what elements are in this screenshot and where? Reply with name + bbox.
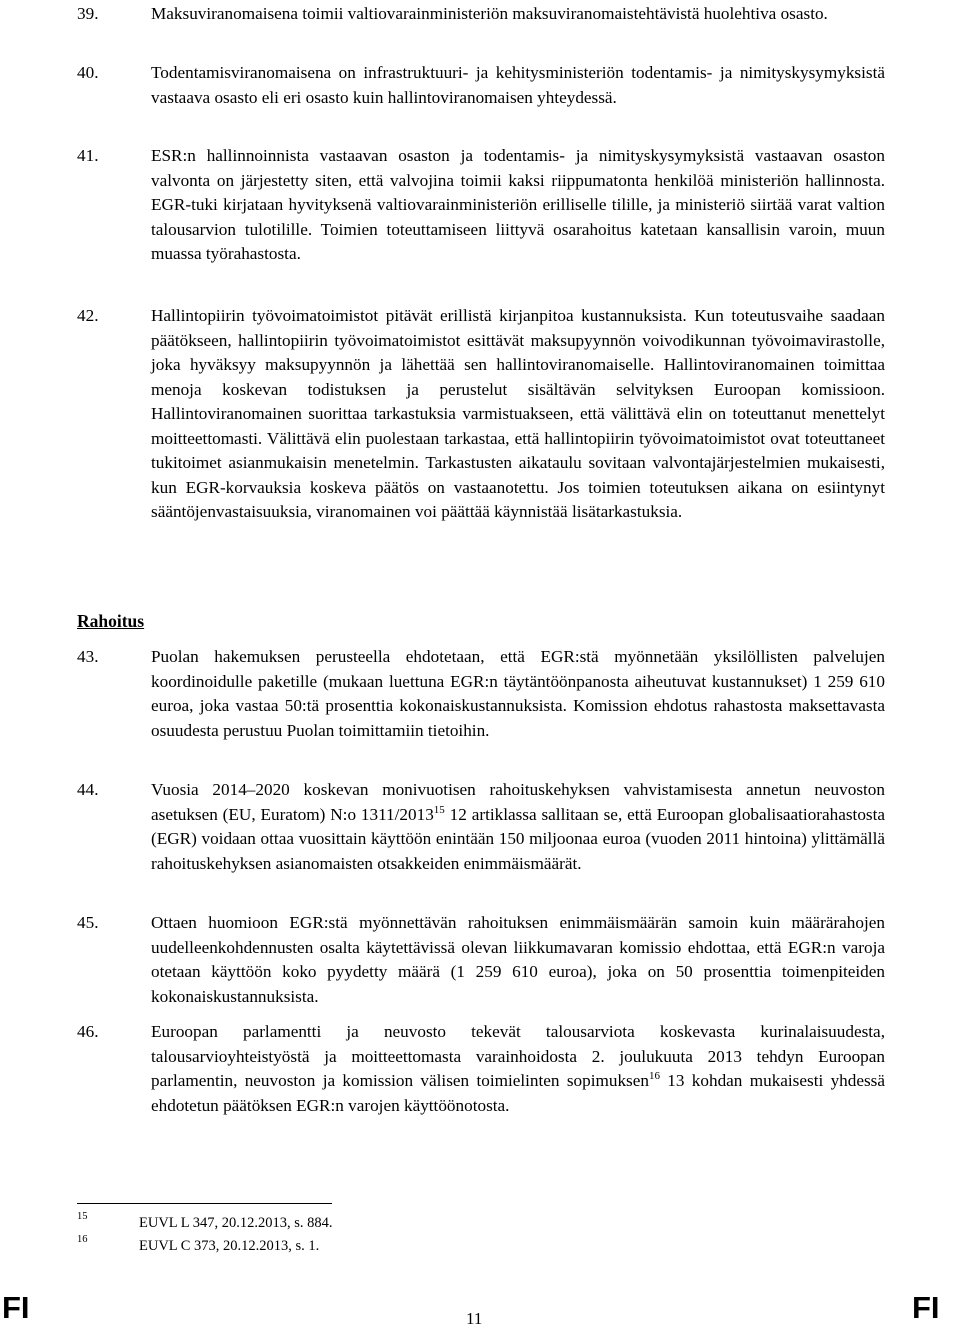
paragraph-39 <box>77 2 885 27</box>
paragraph-40 <box>77 61 885 110</box>
paragraph-text-part: Vuosia 2014–2020 koskevan monivuotisen rahoituskehyksen vahvistamisesta annetun neuvoston asetuksen (EU, Euratom) N:o 1311/2013 <box>151 780 885 824</box>
footnote-ref-15[interactable]: 15 <box>433 803 445 816</box>
page-number: 11 <box>466 1309 483 1328</box>
footnote-text: EUVL L 347, 20.12.2013, s. 884. <box>139 1215 333 1231</box>
paragraph-42 <box>77 304 885 525</box>
paragraph-43 <box>77 645 885 743</box>
paragraph-text-part: 13 kohdan mukaisesti yhdessä ehdotetun päätöksen EGR:n varojen käyttöönotosta. <box>151 1071 885 1115</box>
footnote-separator <box>77 1203 332 1204</box>
paragraph-41 <box>77 144 885 267</box>
paragraph-44 <box>77 778 885 876</box>
paragraph-number: 41. <box>77 146 99 165</box>
section-heading-rahoitus: Rahoitus <box>77 611 145 631</box>
footnote-text: EUVL C 373, 20.12.2013, s. 1. <box>139 1238 320 1254</box>
paragraph-text: Ottaen huomioon EGR:stä myönnettävän rahoituksen enimmäismäärän samoin kuin määrärahojen uudelleenkohdennusten osalta käytettävissä olevan liikkumavaran komissio ehdottaa, että EGR:n varoja otetaan käyttöön koko pyydetty määrä (1 259 610 euroa), joka on 50 prosenttia toimenpiteiden kokonaiskustannuksista. <box>151 913 885 1006</box>
footnote-number: 15 <box>77 1211 88 1222</box>
paragraph-number: 42. <box>77 306 99 325</box>
paragraph-text: Puolan hakemuksen perusteella ehdotetaan, että EGR:stä myönnetään yksilöllisten palvelujen koordinoidulle paketille (mukaan luettuna EGR:n täytäntöönpanosta aiheutuvat kustannukset) 1 259 610 euroa, joka vastaa 50:tä prosenttia kokonaiskustannuksista. Komission ehdotus rahastosta maksettavasta osuudesta perustuu Puolan toimittamiin tietoihin. <box>151 647 885 740</box>
footnote-15 <box>77 1213 777 1233</box>
paragraph-text: Todentamisviranomaisena on infrastruktuuri- ja kehitysministeriön todentamis- ja nimityskysymyksistä vastaava osasto eli eri osasto kuin hallintoviranomaisen yhteydessä. <box>151 63 885 107</box>
paragraph-text-part: Euroopan parlamentti ja neuvosto tekevät talousarviota koskevasta kurinalaisuudesta, talousarvioyhteistyöstä ja moitteettomasta varainhoidosta 2. joulukuuta 2013 tehdyn Euroopan parlamentin, neuvoston ja komission välisen toimielinten sopimuksen <box>151 1022 885 1090</box>
paragraph-number: 46. <box>77 1022 99 1041</box>
footnote-number: 16 <box>77 1234 88 1245</box>
paragraph-number: 39. <box>77 4 99 23</box>
paragraph-text <box>151 1020 885 1118</box>
paragraph-text: Hallintopiirin työvoimatoimistot pitävät erillistä kirjanpitoa kustannuksista. Kun toteutusvaihe saadaan päätökseen, hallintopiirin työvoimatoimistot esittävät maksupyynnön voivodikunnan työvoimavirastolle, joka hyväksyy maksupyynnön ja lähettää sen hallintoviranomaiselle. Hallintoviranomainen toimittaa menoja koskevan todistuksen ja perustelut sisältävän selvityksen Euroopan komissioon. Hallintoviranomainen suorittaa tarkastuksia varmistuakseen, että välittävä elin on toteuttanut menettelyt moitteettomasti. Välittävä elin puolestaan tarkastaa, että hallintopiirin työvoimatoimistot ovat toteuttaneet tukitoimet asianmukaisin menetelmin. Tarkastusten aikataulu sovitaan valvontajärjestelmien mukaisesti, kun EGR-korvauksia koskeva päätös on vastaanotettu. Jos toimien toteutuksen aikana on esiintynyt sääntöjenvastaisuuksia, viranomainen voi päättää käynnistää lisätarkastuksia. <box>151 306 885 521</box>
footnote-ref-16[interactable]: 16 <box>648 1070 660 1082</box>
paragraph-text: Maksuviranomaisena toimii valtiovarainministeriön maksuviranomaistehtävistä huolehtiva osasto. <box>151 4 828 23</box>
footer-language-code-left: FI <box>2 1290 30 1325</box>
paragraph-number: 45. <box>77 913 99 932</box>
paragraph-text <box>151 778 885 876</box>
footer-language-code-right: FI <box>912 1290 940 1325</box>
paragraph-text-part: 12 artiklassa sallitaan se, että Euroopan globalisaatiorahastosta (EGR) voidaan ottaa vuosittain käyttöön enintään 150 miljoonaa euroa (vuoden 2011 hintoina) ylittämällä rahoituskehyksen asianomaisten otsakkeiden enimmäismäärät. <box>151 804 886 873</box>
footnote-16 <box>77 1236 777 1256</box>
paragraph-number: 40. <box>77 63 99 82</box>
paragraph-45 <box>77 911 885 1009</box>
paragraph-text: ESR:n hallinnoinnista vastaavan osaston ja todentamis- ja nimityskysymyksistä vastaavan osaston valvonta on järjestetty siten, että valvojina toimii kaksi riippumatonta henkilöä ministeriön hallinnosta. EGR-tuki kirjataan hyvityksenä valtiovarainministeriön erilliselle tilille, ja ministeriö siirtää varat valtion talousarvion tulotilille. Toimien toteuttamiseen liittyvä osarahoitus katetaan kansallisin varoin, muun muassa työrahastosta. <box>151 146 885 263</box>
paragraph-number: 44. <box>77 780 99 799</box>
paragraph-number: 43. <box>77 647 99 666</box>
paragraph-46 <box>77 1020 885 1118</box>
